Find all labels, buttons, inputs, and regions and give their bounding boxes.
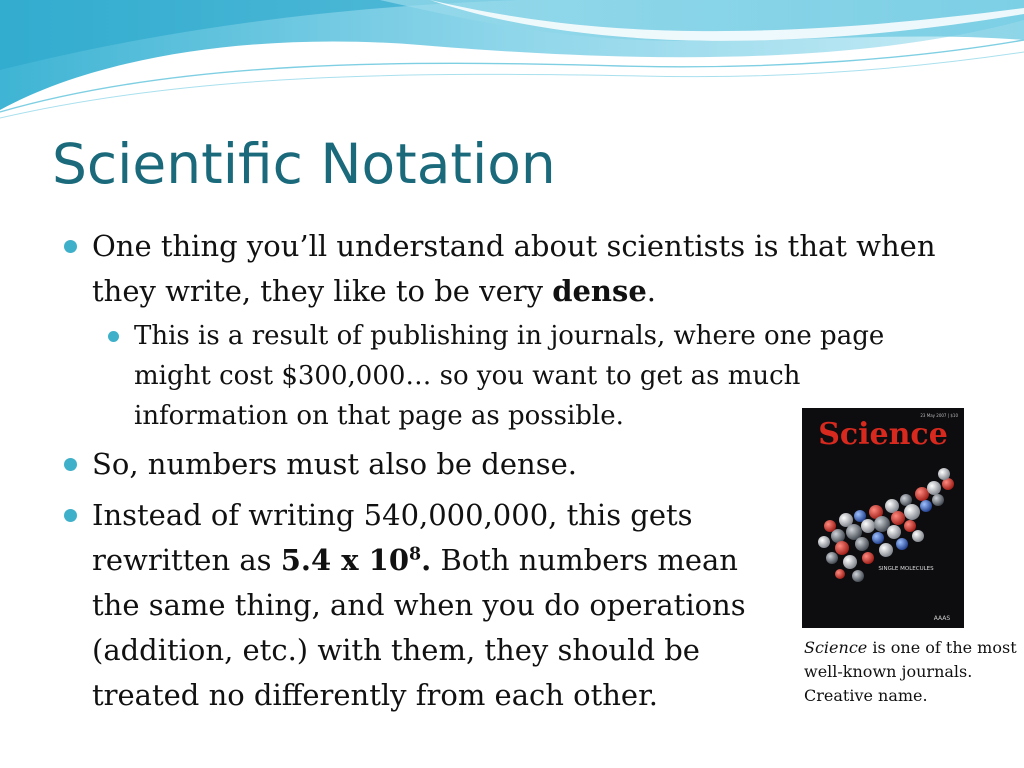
cover-caption bbox=[804, 636, 1019, 708]
bullet-text: One thing you’ll understand about scientists is that when they write, they like to be very bbox=[92, 229, 936, 308]
bullet-notation-example bbox=[64, 493, 792, 718]
sub-bullet-text: This is a result of publishing in journals, where one page might cost $300,000… so you want to get as much information on that page as possible. bbox=[134, 321, 885, 431]
science-journal-cover-image bbox=[802, 408, 964, 628]
notation-mantissa: 5.4 x 10 bbox=[280, 543, 410, 577]
bullet-text: Instead of writing 540,000,000, this gets rewritten as bbox=[92, 498, 693, 577]
caption-text: is one of the most well-known journals. Creative name. bbox=[804, 638, 1017, 705]
bullet-text-end: Both numbers mean the same thing, and when you do operations (addition, etc.) with them, they should be treated no differently from each other. bbox=[92, 543, 746, 712]
notation-exponent: 8 bbox=[409, 544, 422, 565]
cover-subtitle: SINGLE MOLECULES bbox=[878, 566, 934, 572]
bullet-text-end: . bbox=[646, 274, 657, 308]
cover-date-line: 23 May 2007 | $10 bbox=[920, 413, 958, 418]
bullet-text: So, numbers must also be dense. bbox=[92, 447, 577, 481]
notation-period: . bbox=[421, 543, 432, 577]
caption-journal-name: Science bbox=[804, 638, 868, 657]
slide-title: Scientific Notation bbox=[52, 132, 556, 196]
notation-example bbox=[281, 543, 432, 577]
cover-masthead: Science bbox=[818, 417, 948, 452]
header-wave-decoration bbox=[0, 0, 1024, 130]
bullet-scientists-dense bbox=[64, 224, 964, 314]
cover-publisher: AAAS bbox=[933, 615, 951, 622]
bold-word-dense: dense bbox=[552, 274, 647, 308]
